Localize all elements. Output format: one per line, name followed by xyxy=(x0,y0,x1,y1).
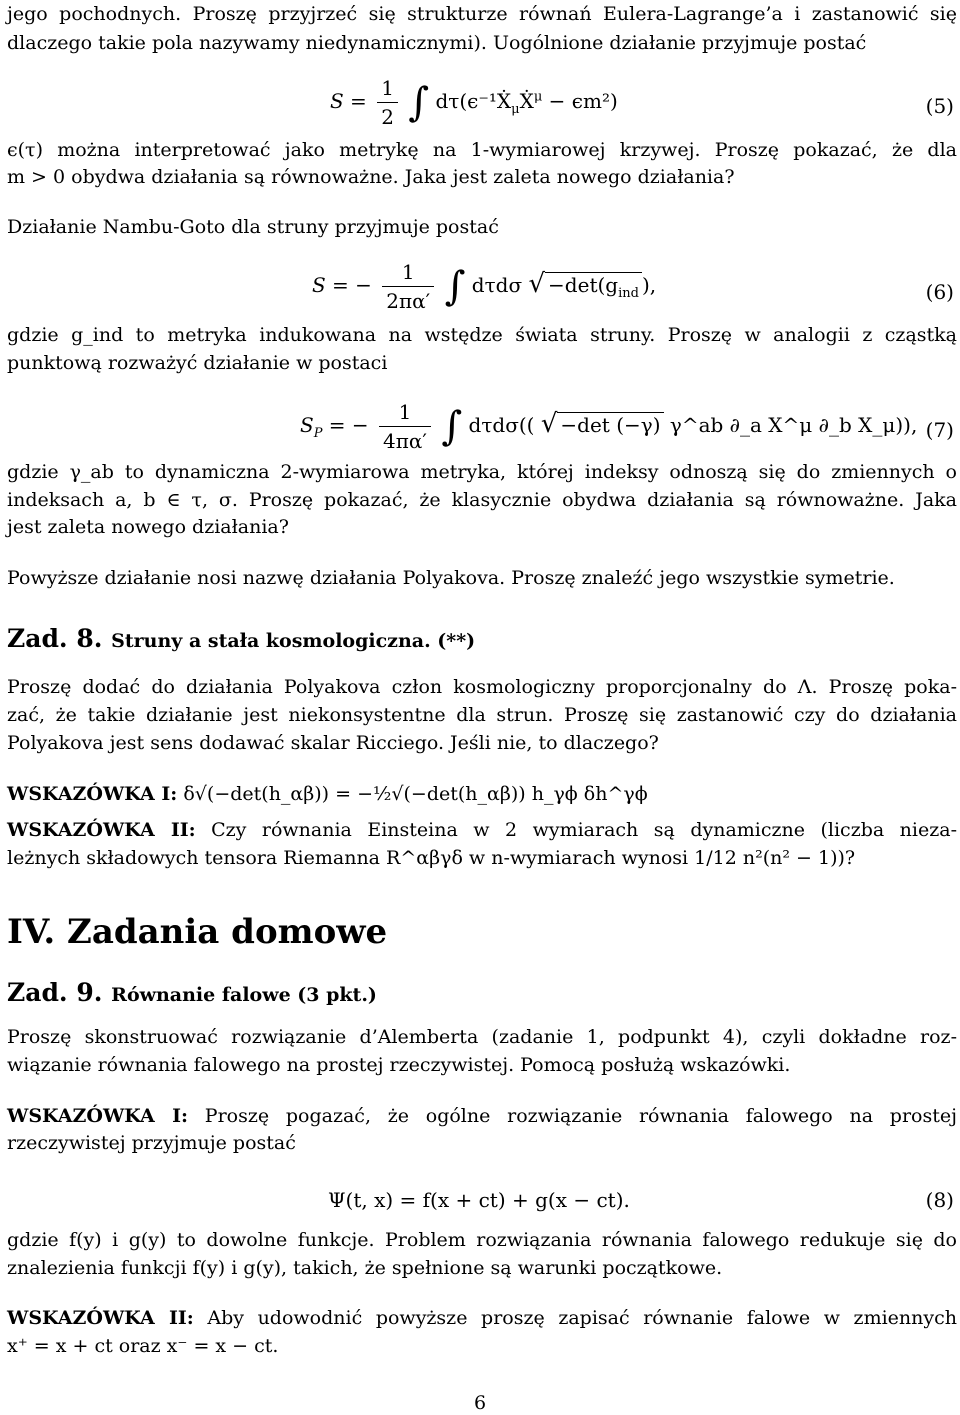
zad8-label: Zad. 8. xyxy=(7,624,103,653)
equation-5-number: (5) xyxy=(925,94,954,118)
hint8b-line-1: WSKAZÓWKA II: Czy równania Einsteina w 2 wymiarach są dynamiczne (liczba nieza- xyxy=(7,819,957,841)
p1-line-1: ϵ(τ) można interpretować jako metrykę na 1-wymiarowej krzywej. Proszę pokazać, że dla xyxy=(7,139,957,161)
p7-line-2: wiązanie równania falowego na prostej rzeczywistej. Pomocą posłużą wskazówki. xyxy=(7,1054,791,1076)
hint9a-line-1: WSKAZÓWKA I: Proszę pogazać, że ogólne rozwiązanie równania falowego na prostej xyxy=(7,1105,957,1127)
intro-line-2: dlaczego takie pola nazywamy niedynamicznymi). Uogólnione działanie przyjmuje postać xyxy=(7,32,867,54)
hint9a-label: WSKAZÓWKA I: xyxy=(7,1105,189,1127)
hint9a-line-2: rzeczywistej przyjmuje postać xyxy=(7,1132,296,1154)
p6-line-1: Proszę dodać do działania Polyakova człon kosmologiczny proporcjonalny do Λ. Proszę poka- xyxy=(7,676,957,698)
p4-line-2: indeksach a, b ∈ τ, σ. Proszę pokazać, że klasycznie obydwa działania są równoważne. Jaka xyxy=(7,489,957,511)
p2-line-1: Działanie Nambu-Goto dla struny przyjmuje postać xyxy=(7,216,499,238)
equation-8-number: (8) xyxy=(925,1188,954,1212)
hint9b-line-1: WSKAZÓWKA II: Aby udowodnić powyższe proszę zapisać równanie falowe w zmiennych xyxy=(7,1307,957,1329)
zad9-heading xyxy=(7,978,377,1007)
equation-7: $S_P$ = − $\frac{1}{4\pi\alpha'}$ ∫ dτdσ(( √ −det (−γ) γ^ab ∂_a X^μ ∂_b X_μ)), xyxy=(300,400,918,453)
hint8a-text: δ√(−det(h_αβ)) = −½√(−det(h_αβ)) h_γϕ δh^γϕ xyxy=(183,783,648,805)
hint9b-label: WSKAZÓWKA II: xyxy=(7,1307,194,1329)
p1-line-2: m > 0 obydwa działania są równoważne. Jaka jest zaleta nowego działania? xyxy=(7,166,735,188)
section-title: IV. Zadania domowe xyxy=(7,912,388,952)
p8-line-2: znalezienia funkcji f(y) i g(y), takich, że spełnione są warunki początkowe. xyxy=(7,1257,723,1279)
p4-line-3: jest zaleta nowego działania? xyxy=(7,516,289,538)
hint8a xyxy=(7,782,957,806)
p6-line-2: zać, że takie działanie jest niekonsystentne dla strun. Proszę się zastanowić czy do działania xyxy=(7,704,957,726)
p5-line-1: Powyższe działanie nosi nazwę działania Polyakova. Proszę znaleźć jego wszystkie symetrie. xyxy=(7,567,895,589)
equation-5: S = $\frac{1}{2}$ ∫ dτ(ϵ⁻¹Ẋ$_\mu$Ẋ$^\mu$ − ϵm²) xyxy=(330,76,618,129)
p3-line-2: punktową rozważyć działanie w postaci xyxy=(7,352,388,374)
hint8b-line-2: leżnych składowych tensora Riemanna R^αβγδ w n-wymiarach wynosi 1/12 n²(n² − 1))? xyxy=(7,847,856,869)
equation-7-number: (7) xyxy=(925,418,954,442)
equation-6: S = − $\frac{1}{2\pi\alpha'}$ ∫ dτdσ √ $-\det(g_{ind}$ ), xyxy=(312,260,657,313)
zad9-title: Równanie falowe (3 pkt.) xyxy=(111,984,377,1006)
p7-line-1: Proszę skonstruować rozwiązanie d’Alemberta (zadanie 1, podpunkt 4), czyli dokładne roz- xyxy=(7,1026,957,1048)
page-number: 6 xyxy=(473,1392,487,1414)
p6-line-3: Polyakova jest sens dodawać skalar Ricciego. Jeśli nie, to dlaczego? xyxy=(7,732,659,754)
p4-line-1: gdzie γ_ab to dynamiczna 2-wymiarowa metryka, której indeksy odnoszą się do zmiennych o xyxy=(7,461,957,483)
p8-line-1: gdzie f(y) i g(y) to dowolne funkcje. Problem rozwiązania równania falowego redukuje się do xyxy=(7,1229,957,1251)
hint8a-label: WSKAZÓWKA I: xyxy=(7,783,178,805)
hint9b-line-2: x⁺ = x + ct oraz x⁻ = x − ct. xyxy=(7,1335,279,1357)
equation-8: Ψ(t, x) = f(x + ct) + g(x − ct). xyxy=(328,1188,630,1212)
equation-6-number: (6) xyxy=(925,280,954,304)
zad8-heading xyxy=(7,624,475,653)
hint8b-label: WSKAZÓWKA II: xyxy=(7,819,196,841)
intro-line-1: jego pochodnych. Proszę przyjrzeć się strukturze równań Eulera-Lagrange’a i zastanowić się xyxy=(7,3,957,25)
zad8-title: Struny a stała kosmologiczna. (**) xyxy=(111,630,476,652)
p3-line-1: gdzie g_ind to metryka indukowana na wstędze świata struny. Proszę w analogii z cząstką xyxy=(7,324,957,346)
zad9-label: Zad. 9. xyxy=(7,978,103,1007)
